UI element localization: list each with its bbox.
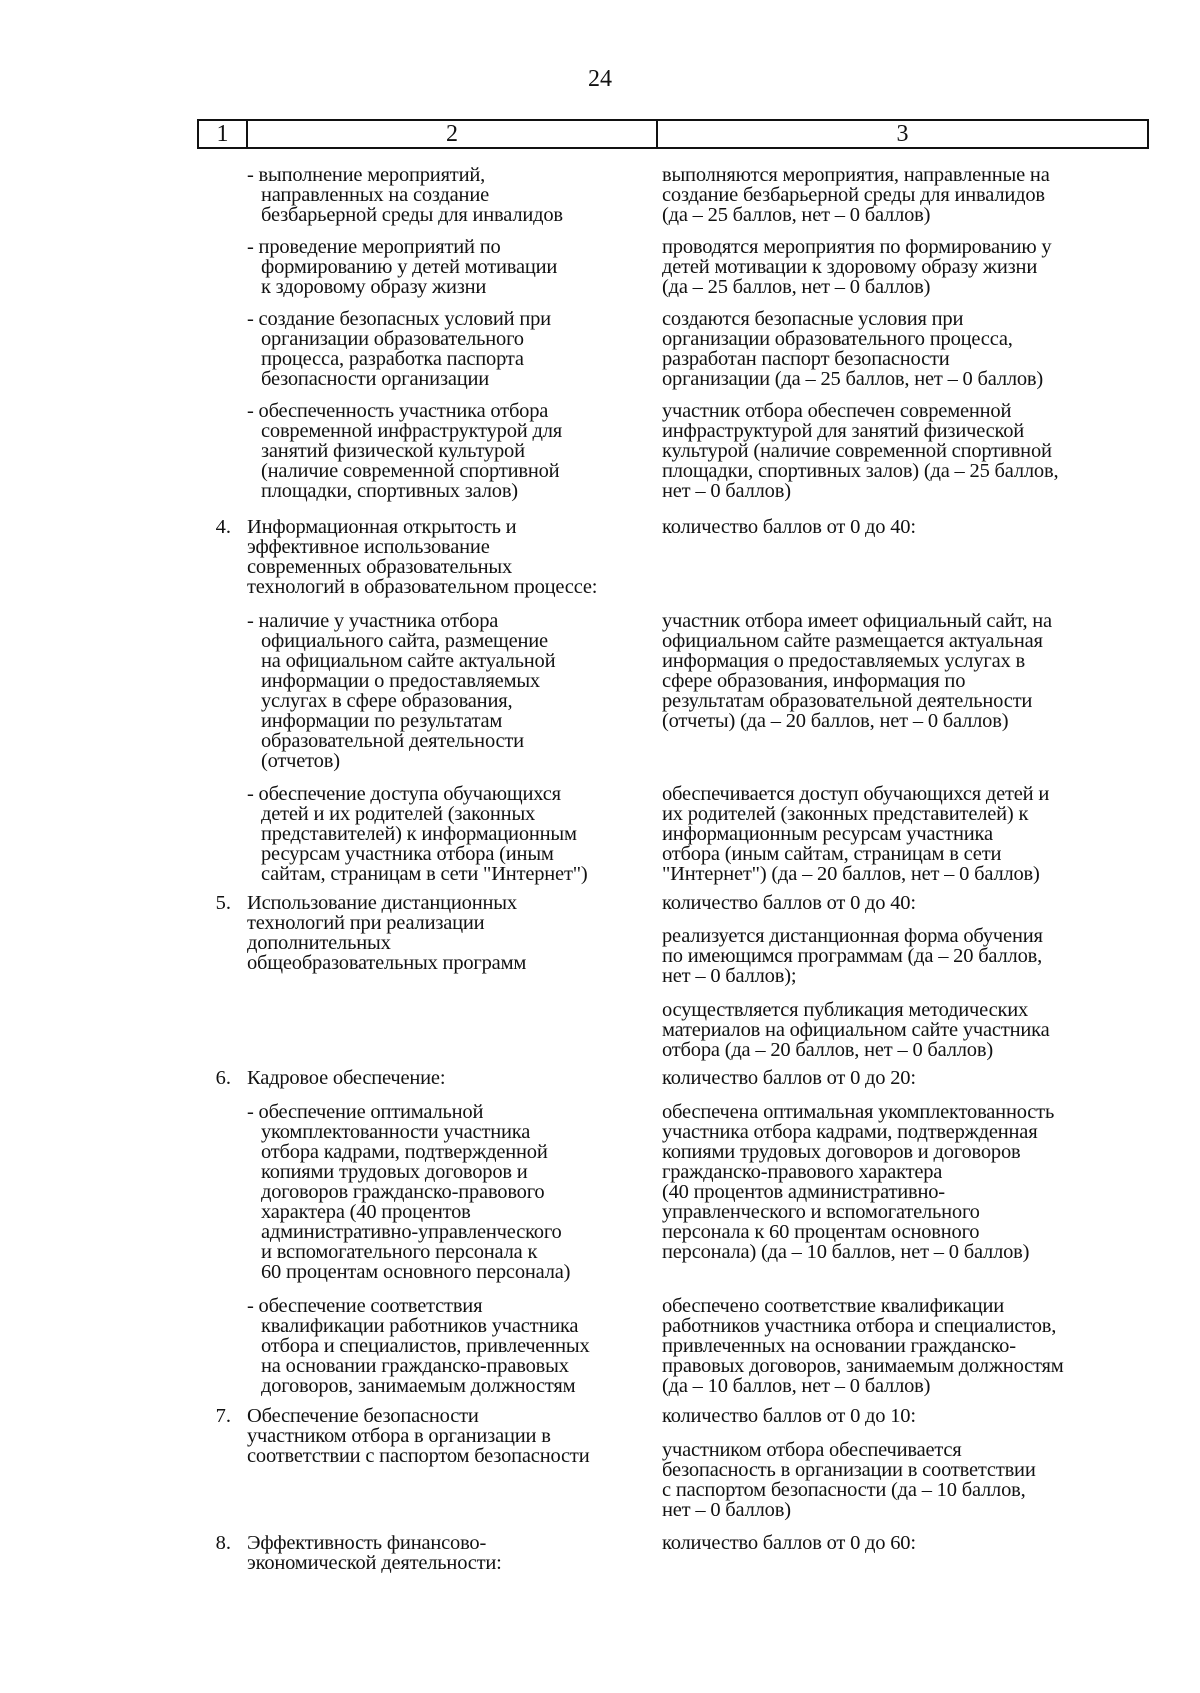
row-number: 6.: [215, 1067, 231, 1089]
criterion-text-line: Эффективность финансово-: [247, 1532, 487, 1554]
criterion-text-line: дополнительных: [247, 932, 391, 954]
score-text-line: проводятся мероприятия по формированию у: [662, 236, 1052, 258]
score-text-line: отбора (иным сайтам, страницам в сети: [662, 843, 1002, 865]
score-text-line: нет – 0 баллов): [662, 1499, 791, 1521]
score-text-line: "Интернет") (да – 20 баллов, нет – 0 баллов): [662, 863, 1040, 885]
score-text-line: официальном сайте размещается актуальная: [662, 630, 1043, 652]
criterion-text-line: Кадровое обеспечение:: [247, 1067, 446, 1089]
criterion-text-line: административно-управленческого: [261, 1221, 562, 1243]
criterion-text-line: отбора кадрами, подтвержденной: [261, 1141, 548, 1163]
row-number: 5.: [215, 892, 231, 914]
score-text-line: материалов на официальном сайте участника: [662, 1019, 1050, 1041]
score-text-line: гражданско-правового характера: [662, 1161, 943, 1183]
criterion-text-line: (наличие современной спортивной: [261, 460, 560, 482]
score-text-line: детей мотивации к здоровому образу жизни: [662, 256, 1038, 278]
criterion-text-line: укомплектованности участника: [261, 1121, 531, 1143]
score-text-line: обеспечена оптимальная укомплектованность: [662, 1101, 1055, 1123]
criterion-text-line: технологий при реализации: [247, 912, 485, 934]
criterion-text-line: образовательной деятельности: [261, 730, 524, 752]
score-text-line: информация о предоставляемых услугах в: [662, 650, 1025, 672]
criterion-text-line: процесса, разработка паспорта: [261, 348, 524, 370]
criterion-text-line: площадки, спортивных залов): [261, 480, 518, 502]
score-text-line: обеспечено соответствие квалификации: [662, 1295, 1005, 1317]
criterion-text-line: технологий в образовательном процессе:: [247, 576, 598, 598]
criterion-text-line: формированию у детей мотивации: [261, 256, 558, 278]
score-text-line: сфере образования, информация по: [662, 670, 966, 692]
score-text-line: организации образовательного процесса,: [662, 328, 1013, 350]
criterion-text-line: на официальном сайте актуальной: [261, 650, 556, 672]
score-text-line: персонала к 60 процентам основного: [662, 1221, 980, 1243]
score-text-line: (да – 10 баллов, нет – 0 баллов): [662, 1375, 931, 1397]
criterion-text-line: представителей) к информационным: [261, 823, 577, 845]
criterion-text-line: участником отбора в организации в: [247, 1425, 551, 1447]
criterion-text-line: Информационная открытость и: [247, 516, 517, 538]
score-text-line: участник отбора обеспечен современной: [662, 400, 1012, 422]
criterion-text-line: экономической деятельности:: [247, 1552, 502, 1574]
score-text-line: результатам образовательной деятельности: [662, 690, 1033, 712]
criterion-text-line: на основании гражданско-правовых: [261, 1355, 569, 1377]
criterion-text-line: - проведение мероприятий по: [247, 236, 501, 258]
score-text-line: создание безбарьерной среды для инвалидов: [662, 184, 1045, 206]
score-text-line: участник отбора имеет официальный сайт, на: [662, 610, 1052, 632]
header-col-3: 3: [896, 120, 909, 147]
criterion-text-line: эффективное использование: [247, 536, 490, 558]
score-text-line: копиями трудовых договоров и договоров: [662, 1141, 1021, 1163]
criterion-text-line: договоров гражданско-правового: [261, 1181, 545, 1203]
criterion-text-line: и вспомогательного персонала к: [261, 1241, 538, 1263]
criterion-text-line: детей и их родителей (законных: [261, 803, 536, 825]
score-text-line: реализуется дистанционная форма обучения: [662, 925, 1043, 947]
score-text-line: нет – 0 баллов): [662, 480, 791, 502]
criterion-text-line: общеобразовательных программ: [247, 952, 527, 974]
criterion-text-line: - обеспечение доступа обучающихся: [247, 783, 561, 805]
criterion-text-line: - обеспечение оптимальной: [247, 1101, 484, 1123]
criterion-text-line: квалификации работников участника: [261, 1315, 579, 1337]
criterion-text-line: договоров, занимаемым должностям: [261, 1375, 576, 1397]
score-text-line: разработан паспорт безопасности: [662, 348, 950, 370]
score-text-line: количество баллов от 0 до 10:: [662, 1405, 916, 1427]
score-text-line: выполняются мероприятия, направленные на: [662, 164, 1050, 186]
score-text-line: участником отбора обеспечивается: [662, 1439, 962, 1461]
score-text-line: количество баллов от 0 до 60:: [662, 1532, 916, 1554]
score-text-line: (да – 25 баллов, нет – 0 баллов): [662, 276, 931, 298]
score-text-line: управленческого и вспомогательного: [662, 1201, 980, 1223]
table-header-row: [197, 119, 1149, 149]
criterion-text-line: соответствии с паспортом безопасности: [247, 1445, 590, 1467]
criterion-text-line: Обеспечение безопасности: [247, 1405, 479, 1427]
score-text-line: нет – 0 баллов);: [662, 965, 797, 987]
criterion-text-line: современных образовательных: [247, 556, 513, 578]
row-number: 7.: [215, 1405, 231, 1427]
score-text-line: площадки, спортивных залов) (да – 25 баллов,: [662, 460, 1059, 482]
criterion-text-line: занятий физической культурой: [261, 440, 525, 462]
row-number: 8.: [215, 1532, 231, 1554]
criterion-text-line: информации о предоставляемых: [261, 670, 540, 692]
criterion-text-line: безбарьерной среды для инвалидов: [261, 204, 563, 226]
criterion-text-line: - обеспеченность участника отбора: [247, 400, 549, 422]
criterion-text-line: безопасности организации: [261, 368, 490, 390]
score-text-line: (да – 25 баллов, нет – 0 баллов): [662, 204, 931, 226]
page-number: 24: [588, 66, 612, 92]
score-text-line: персонала) (да – 10 баллов, нет – 0 баллов): [662, 1241, 1030, 1263]
score-text-line: инфраструктурой для занятий физической: [662, 420, 1025, 442]
header-col-2: 2: [248, 121, 658, 147]
score-text-line: отбора (да – 20 баллов, нет – 0 баллов): [662, 1039, 993, 1061]
criterion-text-line: Использование дистанционных: [247, 892, 517, 914]
criterion-text-line: современной инфраструктурой для: [261, 420, 562, 442]
score-text-line: информационным ресурсам участника: [662, 823, 993, 845]
criterion-text-line: сайтам, страницам в сети "Интернет"): [261, 863, 588, 885]
criterion-text-line: информации по результатам: [261, 710, 503, 732]
criterion-text-line: отбора и специалистов, привлеченных: [261, 1335, 590, 1357]
score-text-line: по имеющимся программам (да – 20 баллов,: [662, 945, 1043, 967]
score-text-line: правовых договоров, занимаемым должностям: [662, 1355, 1064, 1377]
score-text-line: (отчеты) (да – 20 баллов, нет – 0 баллов): [662, 710, 1009, 732]
score-text-line: безопасность в организации в соответствии: [662, 1459, 1036, 1481]
criterion-text-line: - наличие у участника отбора: [247, 610, 499, 632]
criterion-text-line: 60 процентам основного персонала): [261, 1261, 571, 1283]
score-text-line: организации (да – 25 баллов, нет – 0 баллов): [662, 368, 1044, 390]
score-text-line: их родителей (законных представителей) к: [662, 803, 1029, 825]
score-text-line: участника отбора кадрами, подтвержденная: [662, 1121, 1038, 1143]
criterion-text-line: характера (40 процентов: [261, 1201, 471, 1223]
score-text-line: привлеченных на основании гражданско-: [662, 1335, 1016, 1357]
criterion-text-line: - выполнение мероприятий,: [247, 164, 486, 186]
score-text-line: с паспортом безопасности (да – 10 баллов,: [662, 1479, 1026, 1501]
criterion-text-line: направленных на создание: [261, 184, 489, 206]
criterion-text-line: официального сайта, размещение: [261, 630, 548, 652]
score-text-line: количество баллов от 0 до 40:: [662, 516, 916, 538]
score-text-line: осуществляется публикация методических: [662, 999, 1029, 1021]
header-col-1: 1: [199, 121, 248, 147]
score-text-line: (40 процентов административно-: [662, 1181, 945, 1203]
criterion-text-line: услугах в сфере образования,: [261, 690, 513, 712]
score-text-line: создаются безопасные условия при: [662, 308, 964, 330]
score-text-line: количество баллов от 0 до 20:: [662, 1067, 916, 1089]
criterion-text-line: - создание безопасных условий при: [247, 308, 551, 330]
score-text-line: количество баллов от 0 до 40:: [662, 892, 916, 914]
criterion-text-line: (отчетов): [261, 750, 340, 772]
score-text-line: обеспечивается доступ обучающихся детей и: [662, 783, 1050, 805]
criterion-text-line: организации образовательного: [261, 328, 524, 350]
criterion-text-line: копиями трудовых договоров и: [261, 1161, 528, 1183]
criterion-text-line: ресурсам участника отбора (иным: [261, 843, 554, 865]
criterion-text-line: - обеспечение соответствия: [247, 1295, 483, 1317]
row-number: 4.: [215, 516, 231, 538]
criterion-text-line: к здоровому образу жизни: [261, 276, 487, 298]
score-text-line: работников участника отбора и специалистов,: [662, 1315, 1057, 1337]
score-text-line: культурой (наличие современной спортивной: [662, 440, 1052, 462]
